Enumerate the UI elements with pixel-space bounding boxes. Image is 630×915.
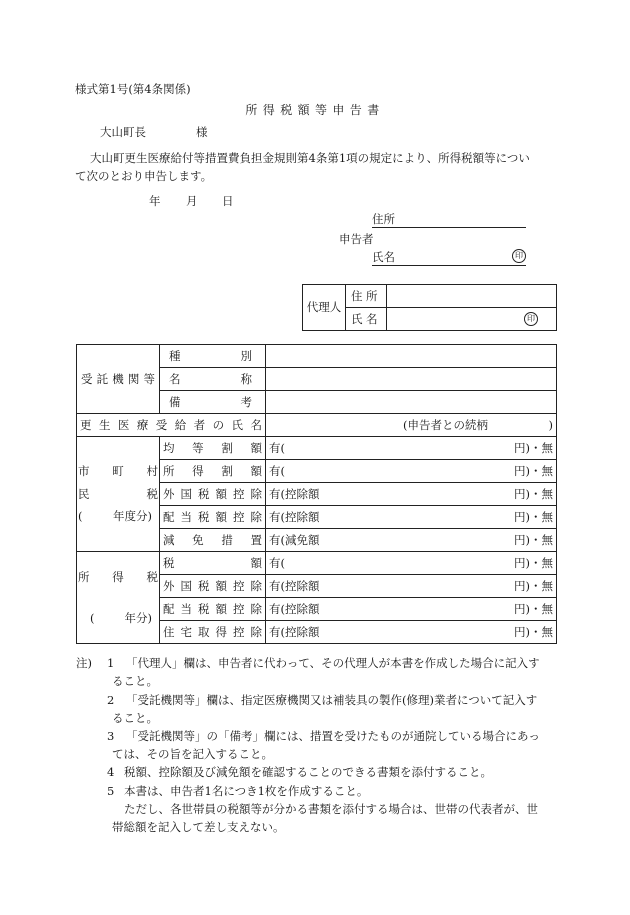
char: 額: [215, 601, 227, 616]
char: 減: [163, 532, 175, 547]
resident-tax-row-label: [163, 533, 262, 547]
it-label-2: [160, 598, 266, 621]
char: 名: [250, 417, 262, 432]
value-prefix: 有(控除額: [269, 601, 320, 616]
rt-label-0: [160, 437, 266, 460]
value-prefix: 有(控除額: [269, 624, 320, 639]
rt-value-1[interactable]: [266, 460, 557, 483]
char: 等: [143, 371, 155, 386]
char: 控: [233, 578, 245, 593]
rt-label-3: [160, 506, 266, 529]
org-type-field[interactable]: [266, 345, 557, 368]
value-suffix: 円)・無: [514, 509, 553, 524]
note-line: 帯総額を記入して差し支えない。: [112, 820, 285, 834]
char: 除: [250, 578, 262, 593]
char: 民: [78, 486, 90, 501]
date-month-label: 月: [186, 194, 198, 208]
applicant-name-field[interactable]: [372, 265, 526, 266]
income-tax-row-label: [163, 556, 262, 570]
notes-lead: 注): [76, 656, 92, 670]
value-prefix: 有(控除額: [269, 486, 320, 501]
char: 税: [163, 555, 175, 570]
date-day-label: 日: [222, 194, 234, 208]
income-tax-header: [77, 552, 160, 644]
note-line: 「受託機関等」欄は、指定医療機関又は補装具の製作(修理)業者について記入す: [126, 693, 538, 707]
relation-close: ): [548, 417, 553, 432]
patient-name-field[interactable]: [266, 414, 557, 437]
resident-tax-header: [77, 437, 160, 552]
applicant-label: 申告者: [339, 232, 374, 246]
income-tax-row-label: [163, 579, 262, 593]
note-line: 本書は、申告者1名につき1枚を作成すること。: [124, 784, 369, 798]
income-tax-row-label: [163, 602, 262, 616]
char: 取: [198, 624, 210, 639]
char: 別: [240, 348, 252, 363]
agent-name-field[interactable]: [387, 308, 557, 331]
value-prefix: 有(控除額: [269, 578, 320, 593]
char: 控: [233, 509, 245, 524]
char: 税: [146, 486, 158, 501]
resident-tax-header-line1: [78, 464, 158, 478]
value-suffix: 円)・無: [514, 601, 553, 616]
char: 医: [117, 417, 130, 432]
applicant-name-label: 氏名: [372, 250, 395, 264]
value-prefix: 有(: [269, 440, 285, 455]
char: 税: [198, 486, 210, 501]
char: 所: [163, 463, 175, 478]
value-suffix: 円)・無: [514, 624, 553, 639]
char: 得: [112, 570, 124, 585]
value-prefix: 有(控除額: [269, 509, 320, 524]
income-tax-header-line1: [78, 570, 158, 584]
it-label-1: [160, 575, 266, 598]
value-prefix: 有(: [269, 463, 285, 478]
char: 考: [240, 394, 252, 409]
char: 外: [163, 486, 175, 501]
char: の: [212, 417, 225, 432]
char: 当: [180, 509, 192, 524]
char: 割: [221, 440, 233, 455]
char: 療: [136, 417, 149, 432]
char: 町: [112, 464, 124, 479]
value-prefix: 有(減免額: [269, 532, 320, 547]
value-suffix: 円)・無: [514, 555, 553, 570]
char: 除: [250, 624, 262, 639]
char: 額: [250, 440, 262, 455]
note-number: 4: [107, 765, 115, 779]
char: 置: [250, 532, 262, 547]
income-tax-year-open: (: [90, 610, 95, 625]
char: 額: [250, 463, 262, 478]
char: 配: [163, 509, 175, 524]
char: 市: [78, 464, 90, 479]
char: 額: [215, 509, 227, 524]
value-suffix: 円)・無: [514, 463, 553, 478]
rt-value-0[interactable]: [266, 437, 557, 460]
applicant-address-label: 住所: [372, 212, 395, 226]
intro-line-2: て次のとおり申告します。: [75, 169, 213, 183]
rt-value-2[interactable]: [266, 483, 557, 506]
org-row-label-text: [163, 372, 262, 386]
resident-tax-row-label: [163, 464, 262, 478]
char: 氏: [231, 417, 243, 432]
it-value-1[interactable]: [266, 575, 557, 598]
applicant-address-field[interactable]: [372, 227, 526, 228]
value-suffix: 円)・無: [514, 532, 553, 547]
char: 所: [78, 570, 90, 585]
agent-address-field[interactable]: [387, 285, 557, 308]
resident-tax-row-label: [163, 441, 262, 455]
note-number: 2: [107, 693, 115, 707]
income-tax-row-label: [163, 625, 262, 639]
char: 除: [250, 601, 262, 616]
char: 関: [127, 371, 140, 386]
char: 生: [98, 417, 111, 432]
resident-tax-year-open: (: [78, 509, 83, 524]
rt-value-3[interactable]: [266, 506, 557, 529]
char: 免: [192, 532, 204, 547]
org-row-label-2: [160, 391, 266, 414]
honorific: 様: [196, 125, 208, 139]
note-number: 5: [107, 784, 115, 798]
it-label-3: [160, 621, 266, 644]
org-header: [77, 345, 160, 414]
char: 宅: [180, 624, 192, 639]
note-line: ただし、各世帯員の税額等が分かる書類を添付する場合は、世帯の代表者が、世: [124, 802, 538, 816]
char: 国: [180, 578, 192, 593]
char: 機: [112, 371, 124, 386]
resident-tax-row-label: [163, 487, 262, 501]
agent-table: [302, 284, 557, 331]
char: 当: [180, 601, 192, 616]
page-title: 所得税額等申告書: [245, 103, 385, 117]
note-line: 「受託機関等」の「備考」欄には、措置を受けたものが通院している場合にあっ: [126, 729, 540, 743]
rt-label-1: [160, 460, 266, 483]
char: 名: [169, 371, 181, 386]
patient-label-text: [80, 418, 262, 432]
org-row-label-0: [160, 345, 266, 368]
note-line: ること。: [112, 711, 158, 725]
patient-label: [77, 414, 266, 437]
rt-label-2: [160, 483, 266, 506]
org-name-field[interactable]: [266, 368, 557, 391]
char: 住: [163, 624, 175, 639]
char: 配: [163, 601, 175, 616]
main-table: [76, 344, 557, 644]
seal-icon: 印: [512, 249, 526, 263]
addressee: 大山町長: [100, 125, 146, 139]
char: 受: [81, 371, 93, 386]
char: 控: [233, 486, 245, 501]
char: 税: [146, 570, 158, 585]
char: 額: [250, 555, 262, 570]
agent-label: 代理人: [303, 285, 346, 331]
char: 外: [163, 578, 175, 593]
agent-name-label: 氏名: [346, 308, 387, 331]
char: 税: [198, 578, 210, 593]
value-suffix: 円)・無: [514, 440, 553, 455]
value-suffix: 円)・無: [514, 486, 553, 501]
date-year-label: 年: [149, 194, 161, 208]
char: 控: [233, 624, 245, 639]
org-remarks-field[interactable]: [266, 391, 557, 414]
rt-value-4[interactable]: [266, 529, 557, 552]
char: 種: [169, 348, 181, 363]
char: 除: [250, 486, 262, 501]
char: 措: [221, 532, 233, 547]
char: 村: [146, 464, 158, 479]
it-value-0[interactable]: [266, 552, 557, 575]
char: 割: [221, 463, 233, 478]
resident-tax-row-label: [163, 510, 262, 524]
value-suffix: 円)・無: [514, 578, 553, 593]
note-number: 1: [107, 656, 115, 670]
form-number: 様式第1号(第4条関係): [75, 82, 191, 96]
org-header-text: [80, 372, 156, 386]
it-label-0: [160, 552, 266, 575]
char: 備: [169, 394, 181, 409]
seal-icon: 印: [524, 312, 538, 326]
it-value-3[interactable]: [266, 621, 557, 644]
value-prefix: 有(: [269, 555, 285, 570]
org-row-label-text: [163, 395, 262, 409]
char: 給: [174, 417, 187, 432]
note-line: ること。: [112, 674, 158, 688]
char: 受: [155, 417, 168, 432]
resident-tax-year-close: 年度分): [113, 509, 152, 524]
char: 額: [215, 486, 227, 501]
org-row-label-1: [160, 368, 266, 391]
char: 称: [240, 371, 252, 386]
char: 等: [192, 440, 204, 455]
char: 得: [215, 624, 227, 639]
org-row-label-text: [163, 349, 262, 363]
char: 税: [198, 509, 210, 524]
agent-address-label: 住所: [346, 285, 387, 308]
char: 税: [198, 601, 210, 616]
char: 者: [193, 417, 206, 432]
rt-label-4: [160, 529, 266, 552]
note-number: 3: [107, 729, 115, 743]
char: 得: [192, 463, 204, 478]
char: 額: [215, 578, 227, 593]
note-line: ては、その旨を記入すること。: [112, 747, 273, 761]
income-tax-year-close: 年分): [124, 610, 152, 625]
note-line: 「代理人」欄は、申告者に代わって、その代理人が本書を作成した場合に記入す: [126, 656, 540, 670]
resident-tax-header-line2: [78, 487, 158, 501]
char: 均: [163, 440, 175, 455]
char: 託: [96, 371, 109, 386]
it-value-2[interactable]: [266, 598, 557, 621]
note-line: 税額、控除額及び減免額を確認することのできる書類を添付すること。: [124, 765, 492, 779]
char: 除: [250, 509, 262, 524]
char: 国: [180, 486, 192, 501]
char: 控: [233, 601, 245, 616]
relation-open: (申告者との続柄: [403, 417, 488, 432]
char: 更: [80, 417, 92, 432]
intro-line-1: 大山町更生医療給付等措置費負担金規則第4条第1項の規定により、所得税額等につい: [90, 151, 530, 165]
